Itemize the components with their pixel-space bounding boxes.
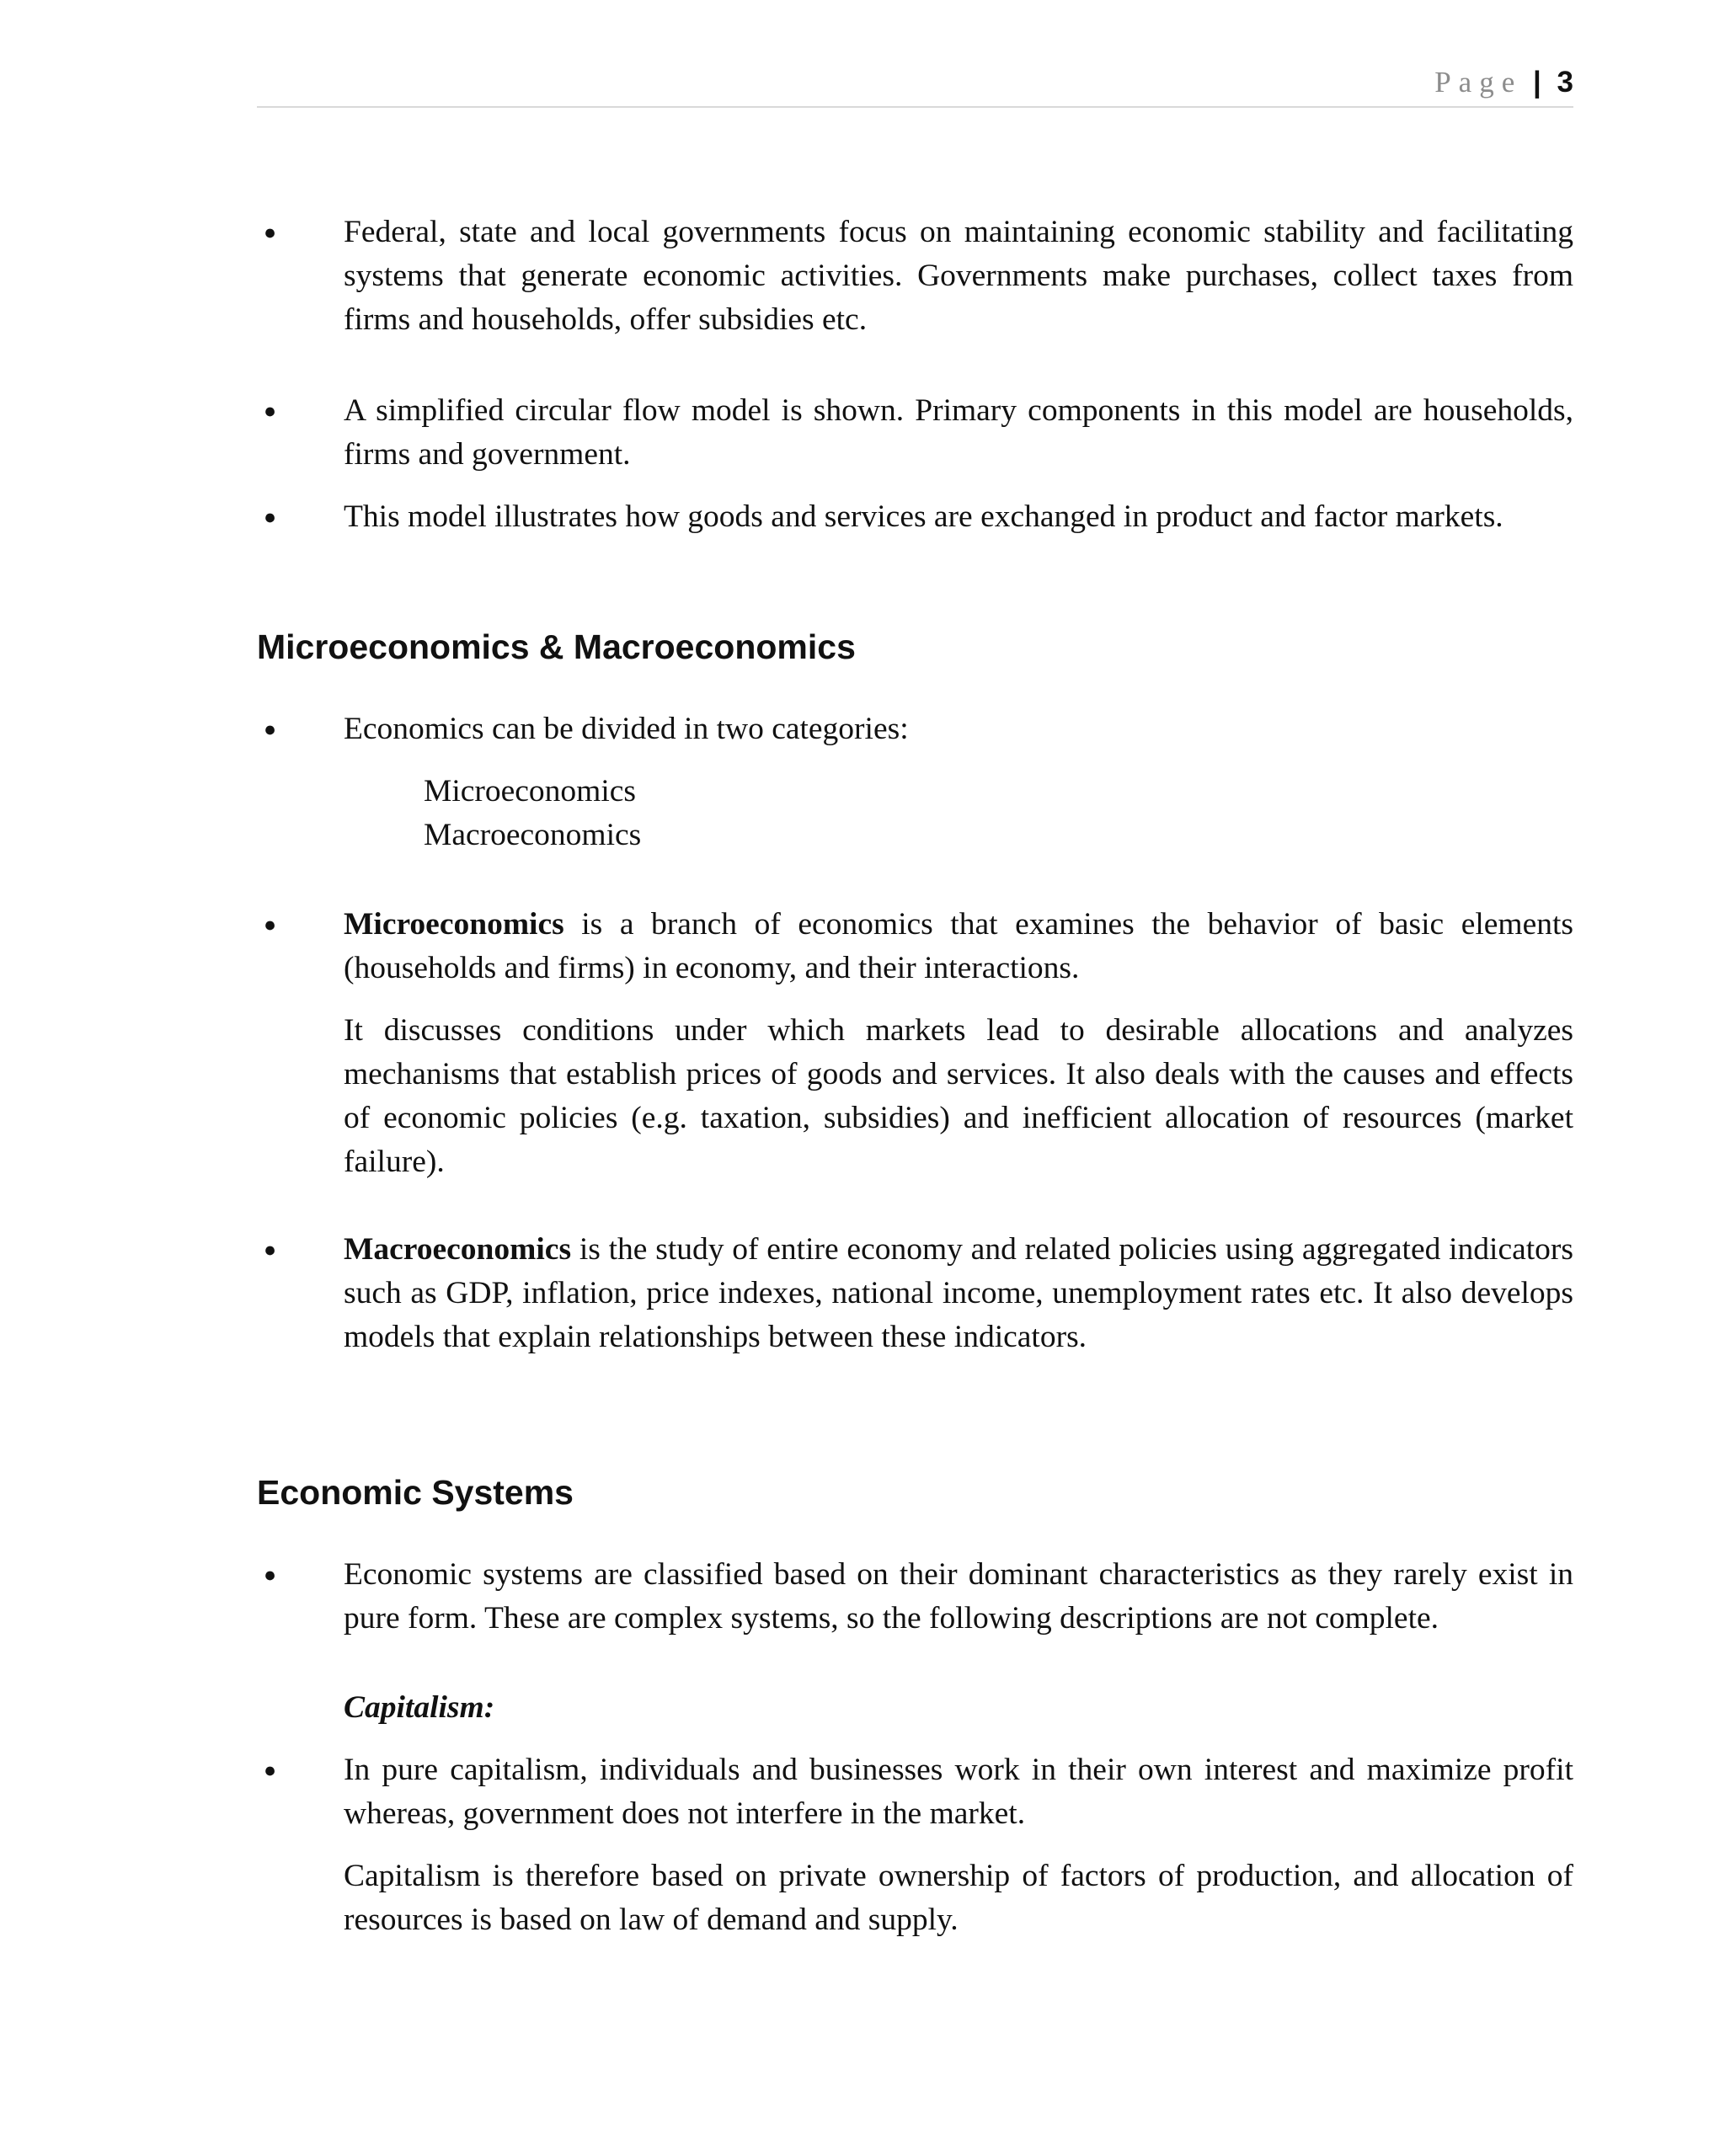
page-header <box>257 59 1573 108</box>
page-separator: | <box>1532 66 1541 99</box>
page-number-label <box>1434 66 1573 99</box>
page-word: Page <box>1434 66 1523 99</box>
capitalism-paragraph: Capitalism is therefore based on private ownership of factors of production, and allocation of resources is based on law of demand and supply. <box>344 1859 1573 1937</box>
bullet-governments: ● Federal, state and local governments focus on maintaining economic stability and facilitating systems that generate economic activities. Governments make purchases, collect taxes from firms and households, offer subsidies etc. <box>257 211 1573 342</box>
category-macroeconomics: Macroeconomics <box>424 818 642 852</box>
page-number: 3 <box>1557 66 1573 99</box>
term-macroeconomics: Macroeconomics <box>344 1232 572 1267</box>
bullet-model-illustrates: ● This model illustrates how goods and services are exchanged in product and factor markets. <box>257 495 1573 539</box>
bullet-macroeconomics <box>257 1228 1573 1359</box>
bullet-capitalism: ● In pure capitalism, individuals and businesses work in their own interest and maximize profit whereas, government does not interfere in the market. <box>257 1748 1573 1836</box>
category-microeconomics: Microeconomics <box>424 774 637 808</box>
microeconomics-paragraph: It discusses conditions under which markets lead to desirable allocations and analyzes mechanisms that establish prices of goods and services. It also deals with the causes and effects of economic policies (e.g. taxation, subsidies) and inefficient allocation of resources (market failure). <box>344 1013 1573 1179</box>
heading-economic-systems: Economic Systems <box>257 1473 574 1512</box>
term-microeconomics: Microeconomics <box>344 907 564 942</box>
microeconomics-definition: is a branch of economics that examines the behavior of basic elements (households and firms) in economy, and their interactions. <box>344 907 1573 985</box>
bullet-economic-systems: ● Economic systems are classified based on their dominant characteristics as they rarely exist in pure form. These are complex systems, so the following descriptions are not complete. <box>257 1553 1573 1641</box>
subheading-capitalism: Capitalism: <box>344 1690 495 1725</box>
heading-micro-macro: Microeconomics & Macroeconomics <box>257 627 856 666</box>
bullet-microeconomics <box>257 903 1573 990</box>
document-body <box>257 211 1573 1942</box>
bullet-two-categories: ● Economics can be divided in two categories: <box>257 707 1573 751</box>
bullet-circular-flow: ● A simplified circular flow model is shown. Primary components in this model are households, firms and government. <box>257 389 1573 477</box>
macroeconomics-definition: is the study of entire economy and related policies using aggregated indicators such as GDP, inflation, price indexes, national income, unemployment rates etc. It also develops models that explain relationships between these indicators. <box>344 1232 1573 1354</box>
